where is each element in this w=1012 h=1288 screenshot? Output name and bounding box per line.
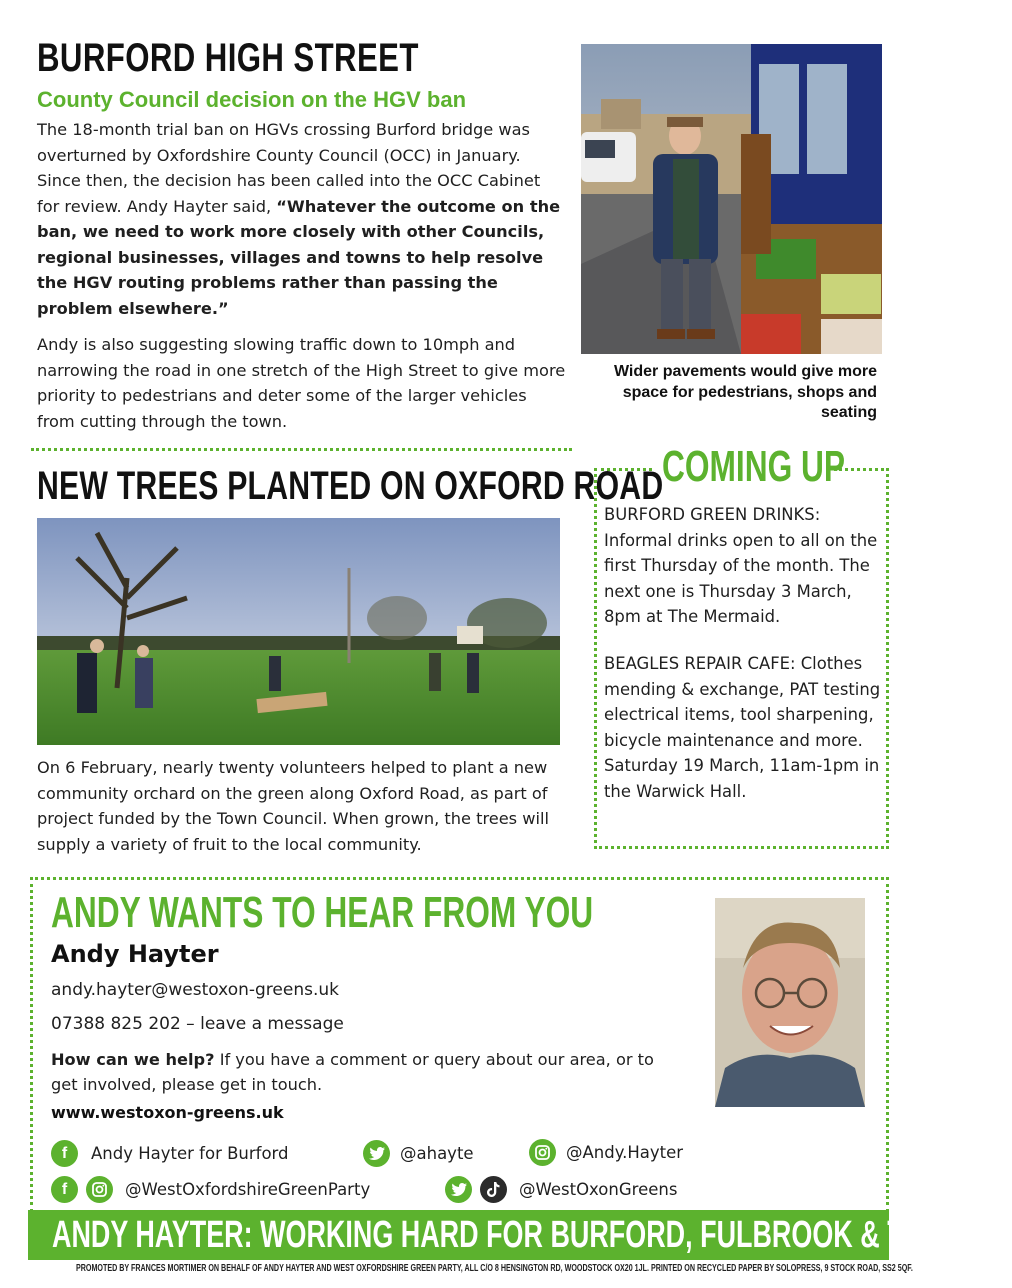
high-street-photo-caption: Wider pavements would give more space for pedestrians, shops and seating <box>613 363 877 421</box>
high-street-intro: The 18-month trial ban on HGVs crossing Burford bridge was overturned by Oxfordshire County Council (OCC) in January. Since then, the decision has been called into the OCC Cabinet for review. Andy Hayter said, <box>37 120 541 216</box>
contact-phone: 07388 825 202 – leave a message <box>51 1014 344 1034</box>
coming-up-item-2: BEAGLES REPAIR CAFE: Clothes mending & exchange, PAT testing electrical items, tool sharpening, bicycle maintenance and more. Saturday 19 March, 11am-1pm in the Warwick Hall. <box>604 654 881 801</box>
twitter-icon <box>445 1176 472 1203</box>
high-street-quote: “Whatever the outcome on the ban, we need to work more closely with other Councils, regional businesses, villages and towns to help resolve the HGV routing problems rather than passing the problem elsewhere.” <box>37 196 561 318</box>
facebook-andy-label: Andy Hayter for Burford <box>91 1144 289 1163</box>
section-divider <box>31 448 572 451</box>
contact-name: Andy Hayter <box>51 940 219 968</box>
trees-body: On 6 February, nearly twenty volunteers helped to plant a new community orchard on the green along Oxford Road, as part of project funded by the Town Council. When grown, the trees will supply a variety of fruit to the local community. <box>37 758 549 854</box>
contact-email[interactable]: andy.hayter@westoxon-greens.uk <box>51 980 339 1000</box>
instagram-icon <box>86 1176 113 1203</box>
andy-portrait <box>715 898 865 1107</box>
footer-banner <box>28 1210 1012 1260</box>
high-street-title: BURFORD HIGH STREET <box>37 36 419 80</box>
tiktok-icon <box>480 1176 507 1203</box>
social-twitter-andy[interactable] <box>363 1140 474 1167</box>
twitter-icon <box>363 1140 390 1167</box>
party-tw-tt-label: @WestOxonGreens <box>519 1180 678 1199</box>
contact-help-body: If you have a comment or query about our area, or to get involved, please get in touch. <box>51 1050 654 1094</box>
trees-photo <box>37 518 560 745</box>
coming-up-item-1: BURFORD GREEN DRINKS: Informal drinks open to all on the first Thursday of the month. The next one is Thursday 3 March, 8pm at The Mermaid. <box>604 505 878 626</box>
social-party-tw-tt[interactable] <box>445 1176 677 1203</box>
social-party-fb-ig[interactable] <box>51 1176 370 1203</box>
high-street-subtitle: County Council decision on the HGV ban <box>37 87 467 112</box>
party-fb-ig-label: @WestOxfordshireGreenParty <box>125 1180 371 1199</box>
trees-title: NEW TREES PLANTED ON OXFORD ROAD <box>37 464 664 508</box>
social-instagram-andy[interactable] <box>529 1139 683 1166</box>
facebook-icon: f <box>51 1176 78 1203</box>
high-street-photo <box>581 44 882 354</box>
footer-imprint: PROMOTED BY FRANCES MORTIMER ON BEHALF OF ANDY HAYTER AND WEST OXFORDSHIRE GREEN PARTY, ALL C/O 8 HENSINGTON RD, WOODSTOCK OX20 1JL. PRINTED ON RECYCLED PAPER BY SOLOPRESS, 9 STOCK ROAD, SS2 5QF. <box>76 1262 913 1274</box>
instagram-icon <box>529 1139 556 1166</box>
coming-up-title: COMING UP <box>662 442 846 491</box>
footer-banner-text: ANDY HAYTER: WORKING HARD FOR BURFORD, FULBROOK & TAYNTON <box>52 1214 1012 1256</box>
high-street-paragraph-1 <box>37 117 567 321</box>
high-street-paragraph-2: Andy is also suggesting slowing traffic down to 10mph and narrowing the road in one stretch of the High Street to give more priority to pedestrians and deter some of the larger vehicles from cutting through the town. <box>37 335 566 431</box>
contact-website[interactable]: www.westoxon-greens.uk <box>51 1103 284 1122</box>
contact-title: ANDY WANTS TO HEAR FROM YOU <box>51 888 594 937</box>
contact-help-bold: How can we help? <box>51 1050 215 1069</box>
facebook-icon: f <box>51 1140 78 1167</box>
instagram-andy-label: @Andy.Hayter <box>566 1143 684 1162</box>
twitter-andy-label: @ahayte <box>400 1144 474 1163</box>
social-facebook-andy[interactable] <box>51 1140 289 1167</box>
coming-up-border-left <box>594 468 652 471</box>
contact-help-text <box>51 1047 661 1097</box>
